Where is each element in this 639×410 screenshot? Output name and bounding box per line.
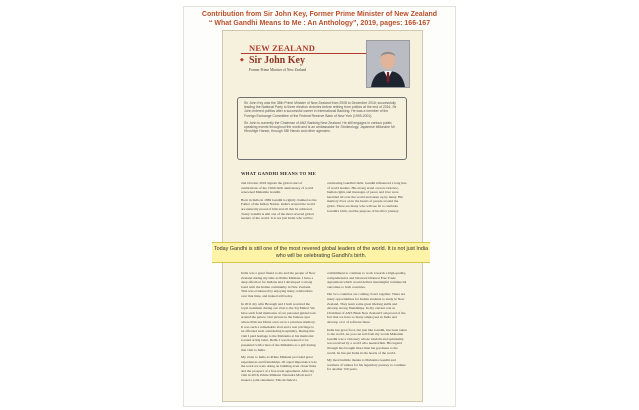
article-column-2 (327, 181, 407, 216)
article-column-1 (241, 181, 317, 224)
paragraph: India has great food, but just like Gandhi, has been taken to the world. As you can tell from my words Mahatma Gandhi was a visionary whose wisdom and spirituality was received by a world who needed him. His legend through has brought more than his goodness to the world, he has put India in the hearts of the world. (327, 327, 407, 355)
heading-rule (241, 53, 366, 54)
paragraph: My most humble thanks to Mahatma Gandhi and warmest of wishes for his legendary journey to continue for another 150 years. (327, 358, 406, 372)
paragraph: My visits to India as Prime Minister provided great experiences and friendships. Of equal importance was the work we were doing on building even closer links and the prospect of a free trade agreement. After my visit in 2016, Prime Minister Narendra Modi and I issued a joint statement. This included a (241, 355, 317, 383)
paragraph: Born in India in 1869 Gandhi is rightly claimed as the Father of the Indian Nation. India's around the world are naturally proud of him and all that he achieved. Today Gandhi is still one of the most revered global leaders of the world. It is not just India who will be (241, 197, 317, 221)
paragraph: commitment to continue to work towards a high-quality, comprehensive and balanced bilateral Free Trade Agreement which would deliver meaningful commercial outcomes to both countries. (327, 271, 407, 289)
pull-quote-band (212, 242, 430, 263)
bio-paragraph-1: Sir John Key was the 38th Prime Minister of New Zealand from 2008 to December 2016; successfully leading the National Party to three election victories before retiring from politics at the end of 2016. Sir John entered politics after a successful career in International Banking. He was a member of the Foreign Exchange Committee of the Federal Reserve Bank of New York (1999-2001). (244, 101, 397, 118)
bullet-icon: ◆ (240, 58, 244, 63)
paragraph: India was a great friend to me and the people of New Zealand during my time as Prime Minister. I have a deep affection for Indians and I developed a strong bond with the Indian community in New Zealand. This was evidenced by enjoying many celebrations over that time, and indeed still today. (241, 271, 316, 298)
article-page-bottom (222, 244, 423, 402)
author-role: Former Prime Minister of New Zealand (249, 68, 307, 72)
section-title: WHAT GANDHI MEANS TO ME (241, 171, 316, 176)
paragraph: celebrating Gandhi's birth. Gandhi influenced a long line of world leaders. His strong stand on non-violence, human rights and messages of peace and love were heralded all over the world and taken up by many. His memory lives on in the hearts of people around the globe. There are many who will see fit to celebrate Gandhi's birth, and the purpose of his life's journey. (327, 181, 407, 213)
pull-quote: Today Gandhi is still one of the most revered global leaders of the world. It is not just India who will be celebrating Gandhi's birth. (213, 246, 429, 259)
bio-box (237, 97, 407, 160)
caption-title: Contribution from Sir John Key, Former Prime Minister of New Zealand (201, 11, 438, 18)
portrait-icon (367, 41, 409, 87)
paragraph: In 2011 my wife Bronagh and I both received the royal treatment during our visit to the Taj Mahal. We have such fond memories of our personal guided tour around the palace. Our picture in the famous spot where Princess Diana once sat is a priceless memory. It was such a remarkable visit and a real privilege to be afforded such outstanding hospitality. During this visit I paid homage to the Mahatma at his memorial located at Raj Ghat, Delhi. I was honoured to be presented with a bust of the Mahatma as a gift during that visit to India. (241, 301, 316, 352)
author-name: Sir John Key (249, 55, 305, 66)
paragraph: Our two countries are coming closer together. There are many opportunities for Indian students to study in New Zealand. They learn some great lifelong skills and develop strong friendships. In my current role as Chairman of ANZ Bank New Zealand I am proud of the fact that we have so many employees in India and develop a lot of software there. (327, 292, 406, 324)
portrait-photo (366, 40, 410, 88)
bio-paragraph-2: Sir John is currently the Chairman of ANZ Banking New Zealand. He still engages in various public speaking events throughout the world and is an ambassador for Strokeology. Japanese billionaire Mr Hiroshige Hando, through SBI Hando and other agencies. (244, 120, 395, 134)
caption-source: “ What Gandhi Means to Me : An Anthology”, 2019, pages: 166-167 (208, 20, 431, 27)
article-column-4 (327, 271, 407, 375)
paragraph: 2nd October 2018 signals the global start of celebrations of the 150th birth anniversary of world renowned Mahatma Gandhi. (241, 181, 314, 195)
article-column-3 (241, 271, 317, 386)
article-page-top (222, 30, 423, 243)
country-heading: NEW ZEALAND (249, 43, 316, 53)
